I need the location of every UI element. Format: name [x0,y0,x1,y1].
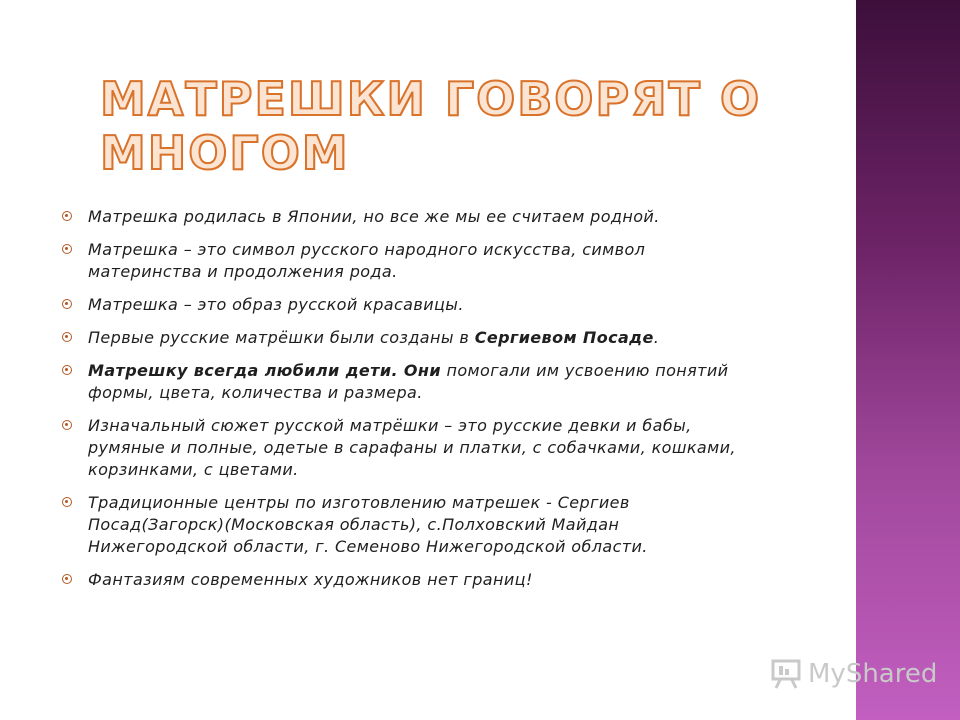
bullet-text-bold: Матрешку всегда любили дети. Они [88,361,441,380]
side-decorative-band [856,0,960,720]
bullet-text: Матрешка – это символ русского народного искусства, символ материнства и продолжения рода. [88,240,646,281]
watermark-logo [770,656,937,692]
bullet-text-post: . [653,328,660,347]
bullet-text: Изначальный сюжет русской матрёшки – это русские девки и бабы, румяные и полные, одетые в сарафаны и платки, с собачками, кошками, корзинками, с цветами. [88,416,736,479]
bullet-icon [62,244,72,254]
bullet-text-post: помогали им усвоению понятий формы, цвета, количества и размера. [88,361,729,402]
list-item [60,206,760,228]
bullet-text: Матрешка родилась в Японии, но все же мы ее считаем родной. [88,207,660,226]
bullet-text: Матрешка – это образ русской красавицы. [88,295,464,314]
bullet-icon [62,332,72,342]
bullet-text: Фантазиям современных художников нет границ! [88,570,533,589]
list-item [60,239,760,283]
bullet-text-pre: Первые русские матрёшки были созданы в [88,328,475,347]
list-item [60,360,760,404]
watermark-text: MyShared [808,659,938,689]
bullet-icon [62,299,72,309]
bullet-text: Традиционные центры по изготовлению матрешек - Сергиев Посад(Загорск)(Московская область), с.Полховский Майдан Нижегородской области, г. Семеново Нижегородской области. [88,493,648,556]
list-item [60,569,760,591]
bullet-icon [62,211,72,221]
bullet-text-bold: Сергиевом Посаде [474,328,654,347]
list-item [60,415,760,481]
bullet-icon [62,420,72,430]
presentation-board-icon [770,658,802,690]
slide-title: МАТРЕШКИ ГОВОРЯТ О МНОГОМ [100,72,762,180]
list-item [60,492,760,558]
bullet-icon [62,497,72,507]
bullet-icon [62,574,72,584]
list-item [60,294,760,316]
bullet-icon [62,365,72,375]
list-item [60,327,760,349]
bullet-list [60,206,760,602]
